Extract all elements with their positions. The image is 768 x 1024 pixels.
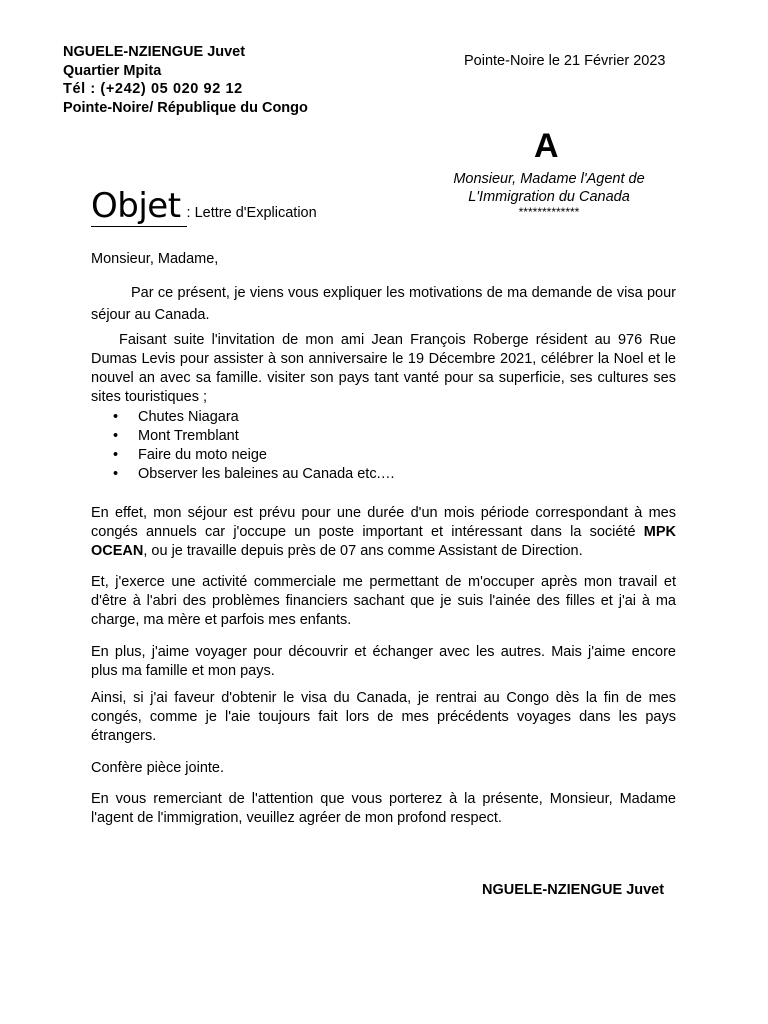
subject-word: Objet (91, 186, 181, 226)
tourist-sites-list (91, 408, 395, 484)
list-item (91, 408, 395, 427)
paragraph-job-start: En effet, mon séjour est prévu pour une durée d'un mois période correspondant à mes congés annuels car j'occupe un poste important et intéressant dans la société (91, 505, 676, 540)
recipient-line-1: Monsieur, Madame l'Agent de (453, 171, 645, 187)
recipient-line-2: L'Immigration du Canada (468, 189, 630, 205)
sender-quarter: Quartier Mpita (63, 62, 162, 79)
signature-name: NGUELE-NZIENGUE Juvet (482, 882, 665, 898)
sender-block (63, 43, 308, 117)
list-item (91, 446, 395, 465)
salutation: Monsieur, Madame, (91, 251, 219, 267)
paragraph-return: Ainsi, si j'ai faveur d'obtenir le visa du Canada, je rentrai au Congo dès la fin de mes congés, comme je l'aie toujours fait lors de mes précédents voyages dans les pays étrangers. (91, 690, 676, 744)
bullet-icon: • (113, 466, 119, 482)
paragraph-intro: Par ce présent, je viens vous expliquer les motivations de ma demande de visa pour séjour au Canada. (91, 285, 676, 323)
paragraph-finances: Et, j'exerce une activité commerciale me permettant de m'occuper après mon travail et d'être à l'abri des problèmes financiers sachant que je suis l'ainée des filles et j'ai à ma charge, ma mère et parfois mes enfants. (91, 574, 676, 628)
sender-city-country: Pointe-Noire/ République du Congo (63, 99, 308, 116)
recipient-marker: A (534, 127, 559, 165)
sender-name: NGUELE-NZIENGUE Juvet (63, 44, 246, 60)
paragraph-job (91, 504, 676, 561)
bullet-icon: • (113, 409, 119, 425)
list-item (91, 465, 395, 484)
sender-phone: Tél : (+242) 05 020 92 12 (63, 81, 243, 97)
list-item-text: Observer les baleines au Canada etc.… (138, 466, 396, 482)
bullet-icon: • (113, 428, 119, 444)
paragraph-travel: En plus, j'aime voyager pour découvrir et échanger avec les autres. Mais j'aime encore plus ma famille et mon pays. (91, 644, 676, 679)
paragraph-job-end: , ou je travaille depuis près de 07 ans comme Assistant de Direction. (143, 543, 583, 559)
recipient-block (432, 170, 666, 218)
list-item (91, 427, 395, 446)
subject-line (91, 186, 317, 227)
paragraph-attachment: Confère pièce jointe. (91, 760, 224, 776)
paragraph-closing: En vous remerciant de l'attention que vous porterez à la présente, Monsieur, Madame l'agent de l'immigration, veuillez agréer de mon profond respect. (91, 791, 676, 826)
company-name: MPK OCEAN (91, 524, 676, 559)
bullet-icon: • (113, 447, 119, 463)
list-item-text: Faire du moto neige (138, 447, 267, 463)
subject-text: : Lettre d'Explication (186, 205, 317, 221)
subject-word-underlined (91, 186, 187, 227)
list-item-text: Chutes Niagara (138, 409, 239, 425)
list-item-text: Mont Tremblant (138, 428, 239, 444)
paragraph-invitation: Faisant suite l'invitation de mon ami Jean François Roberge résident au 976 Rue Dumas Levis pour assister à son anniversaire le 19 Décembre 2021, célébrer la Noel et le nouvel an avec sa famille. visiter son pays tant vanté pour sa superficie, ses cultures ses sites touristiques ; (91, 332, 676, 405)
letter-date: Pointe-Noire le 21 Février 2023 (464, 53, 666, 69)
recipient-stars: ************* (518, 205, 580, 219)
